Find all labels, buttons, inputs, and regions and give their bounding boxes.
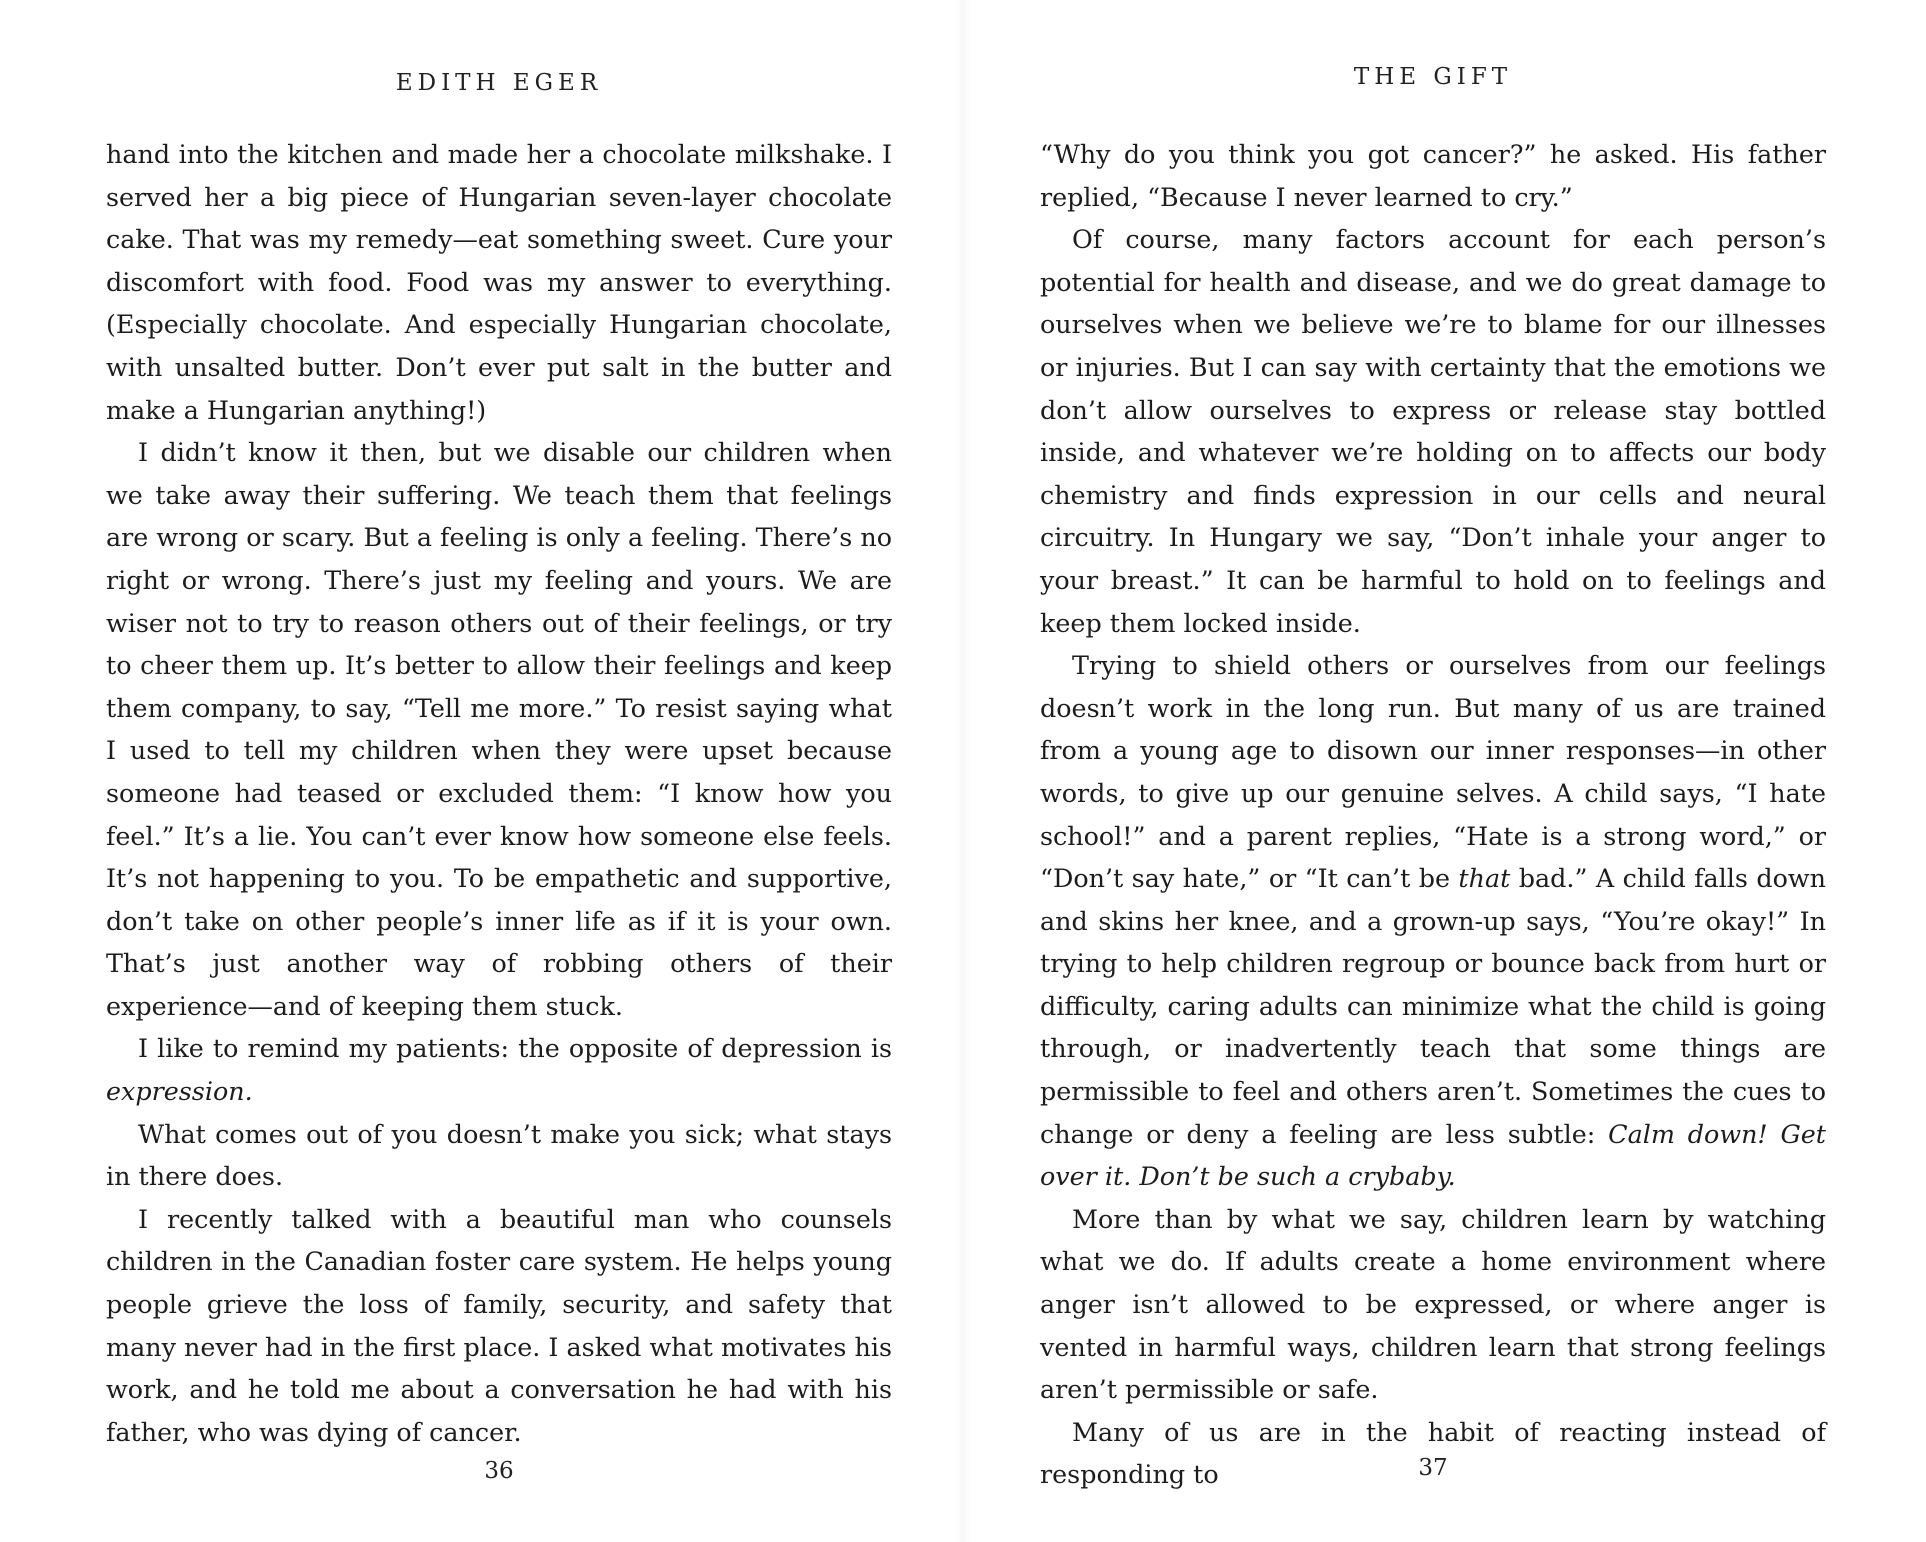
right-page	[1040, 0, 1826, 1542]
paragraph: More than by what we say, children learn by watching what we do. If adults create a home environment where anger isn’t allowed to be expressed, or where anger is vented in harmful ways, children learn that strong feelings aren’t permissible or safe.	[1040, 1203, 1826, 1405]
running-head-author: EDITH EGER	[395, 70, 603, 96]
paragraph: I didn’t know it then, but we disable our children when we take away their suffering. We teach them that feelings are wrong or scary. But a feeling is only a feeling. There’s no right or wrong. There’s just my feeling and yours. We are wiser not to try to reason others out of their feelings, or try to cheer them up. It’s better to allow their feelings and keep them company, to say, “Tell me more.” To resist saying what I used to tell my children when they were upset because someone had teased or excluded them: “I know how you feel.” It’s a lie. You can’t ever know how someone else feels. It’s not happening to you. To be empathetic and supportive, don’t take on other people’s inner life as if it is your own. That’s just another way of robbing others of their experience—and of keeping them stuck.	[106, 437, 892, 1021]
italic-word: that	[1458, 863, 1511, 894]
right-page-body	[1040, 133, 1826, 1496]
paragraph: Many of us are in the habit of reacting instead of responding to	[1040, 1416, 1826, 1490]
paragraph-text: bad.” A child falls down and skins her knee, and a grown-up says, “You’re okay!” In trying to help children regroup or bounce back from hurt or difficulty, caring adults can minimize what the child is going through, or inadvertently teach that some things are permissible to feel and others aren’t. Sometimes the cues to change or deny a feeling are less subtle:	[1040, 863, 1826, 1149]
left-page	[106, 0, 892, 1542]
page-number: 37	[1418, 1455, 1448, 1481]
paragraph-text: I like to remind my patients: the opposite of depression is	[138, 1033, 892, 1064]
paragraph: “Why do you think you got cancer?” he asked. His father replied, “Because I never learned to cry.”	[1040, 139, 1826, 212]
paragraph: What comes out of you doesn’t make you sick; what stays in there does.	[106, 1118, 892, 1192]
italic-phrase: Calm down! Get over it. Don’t be such a crybaby.	[1040, 1118, 1827, 1192]
paragraph	[1040, 644, 1826, 1198]
paragraph: hand into the kitchen and made her a chocolate milkshake. I served her a big piece of Hungarian seven-layer chocolate cake. That was my remedy—eat something sweet. Cure your discomfort with food. Food was my answer to everything. (Especially chocolate. And especially Hungarian chocolate, with unsalted butter. Don’t ever put salt in the butter and make a Hungarian anything!)	[106, 139, 892, 425]
italic-word: expression.	[106, 1076, 253, 1107]
left-page-body	[106, 133, 892, 1453]
page-number: 36	[484, 1458, 514, 1484]
paragraph: I recently talked with a beautiful man who counsels children in the Canadian foster care system. He helps young people grieve the loss of family, security, and safety that many never had in the first place. I asked what motivates his work, and he told me about a conversation he had with his father, who was dying of cancer.	[106, 1203, 892, 1447]
paragraph	[106, 1027, 892, 1112]
paragraph: Of course, many factors account for each person’s potential for health and disease, and we do great damage to ourselves when we believe we’re to blame for our illnesses or injuries. But I can say with certainty that the emotions we don’t allow ourselves to express or release stay bottled inside, and whatever we’re holding on to affects our body chemistry and finds expression in our cells and neural circuitry. In Hungary we say, “Don’t inhale your anger to your breast.” It can be harmful to hold on to feelings and keep them locked inside.	[1040, 224, 1826, 638]
paragraph-text: Trying to shield others or ourselves from our feelings doesn’t work in the long run. But many of us are trained from a young age to disown our inner responses—in other words, to give up our genuine selves. A child says, “I hate school!” and a parent replies, “Hate is a strong word,” or “Don’t say hate,” or “It can’t be	[1040, 650, 1826, 894]
running-head-chapter: THE GIFT	[1353, 64, 1513, 90]
book-gutter	[955, 0, 971, 1542]
